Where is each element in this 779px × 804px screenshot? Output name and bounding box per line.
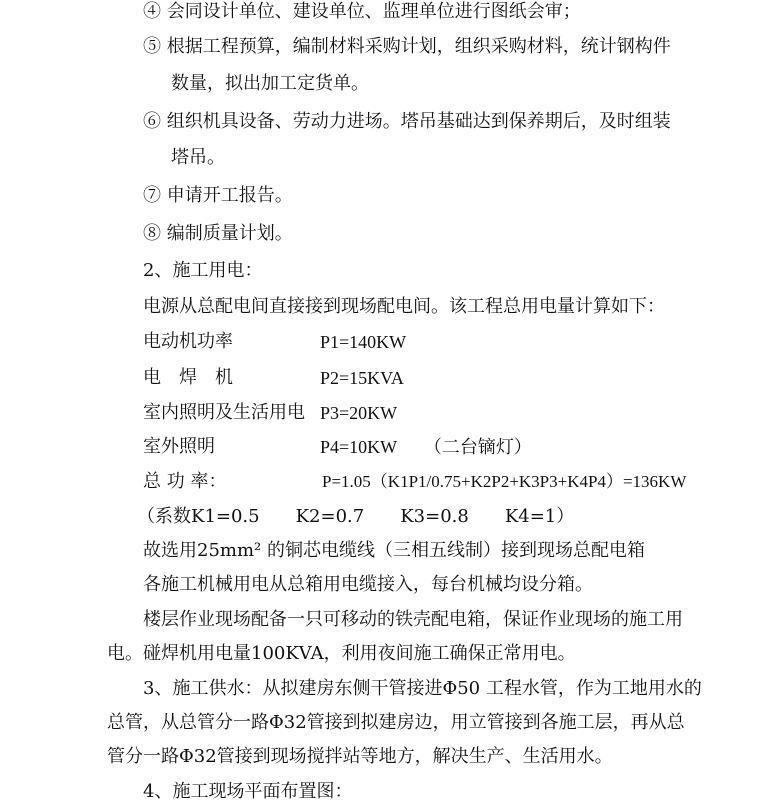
floor-box-line-1: 楼层作业现场配备一只可移动的铁壳配电箱，保证作业现场的施工用 — [143, 609, 683, 630]
coefficients: （系数K1=0.5 K2=0.7 K3=0.8 K4=1） — [137, 506, 575, 527]
total-power-label: 总 功 率： — [143, 471, 227, 492]
item-5-line-2: 数量，拟出加工定货单。 — [171, 73, 369, 94]
power-row-value: P4=10KW （二台镝灯） — [320, 437, 532, 457]
power-row-value: P2=15KVA — [320, 368, 404, 388]
item-8: ⑧ 编制质量计划。 — [143, 223, 293, 244]
section-2-heading: 2、施工用电： — [143, 260, 263, 281]
item-6-line-1: ⑥ 组织机具设备、劳动力进场。塔吊基础达到保养期后，及时组装 — [143, 111, 671, 132]
item-4: ④ 会同设计单位、建设单位、监理单位进行图纸会审； — [143, 1, 581, 22]
floor-box-line-2: 电。碰焊机用电量100KVA，利用夜间施工确保正常用电。 — [107, 643, 576, 664]
power-row-label: 室内照明及生活用电 — [143, 402, 305, 423]
item-7: ⑦ 申请开工报告。 — [143, 185, 293, 206]
power-row-label: 电动机功率 — [143, 331, 233, 352]
machine-power: 各施工机械用电从总箱用电缆接入，每台机械均设分箱。 — [143, 574, 593, 595]
section-3-line-2: 总管，从总管分一路Φ32管接到拟建房边，用立管接到各施工层，再从总 — [107, 712, 685, 733]
power-intro: 电源从总配电间直接接到现场配电间。该工程总用电量计算如下： — [143, 296, 665, 317]
power-row-value: P3=20KW — [320, 403, 398, 423]
power-row-value: P1=140KW — [320, 332, 407, 352]
section-4-heading: 4、施工现场平面布置图： — [143, 781, 353, 802]
cable-selection: 故选用25mm² 的铜芯电缆线（三相五线制）接到现场总配电箱 — [143, 540, 645, 561]
total-power-formula: P=1.05（K1P1/0.75+K2P2+K3P3+K4P4）=136KW — [322, 472, 687, 491]
item-6-line-2: 塔吊。 — [171, 147, 225, 168]
power-row-label: 室外照明 — [143, 436, 215, 457]
section-3-line-1: 3、施工供水：从拟建房东侧干管接进Φ50 工程水管，作为工地用水的 — [143, 678, 702, 699]
item-5-line-1: ⑤ 根据工程预算，编制材料采购计划，组织采购材料，统计钢构件 — [143, 36, 671, 57]
section-3-line-3: 管分一路Φ32管接到现场搅拌站等地方，解决生产、生活用水。 — [107, 746, 613, 767]
power-row-label: 电 焊 机 — [143, 367, 233, 388]
